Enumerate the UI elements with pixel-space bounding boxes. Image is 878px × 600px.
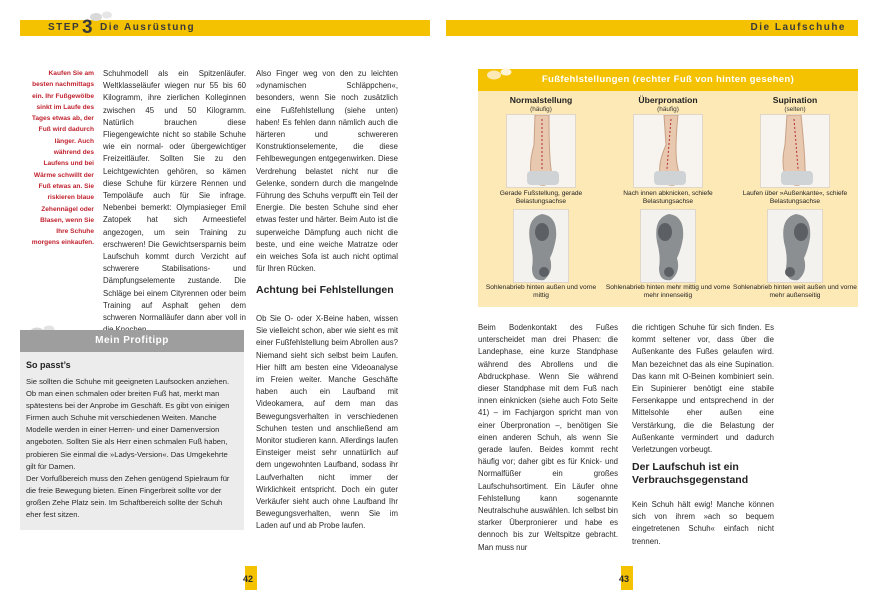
figure-column-title: Normalstellung (509, 95, 573, 105)
section-title: Die Laufschuhe (750, 22, 846, 33)
body-column-1: Schuhmodell als ein Spitzenläufer. Weltklasseläufer wiegen nur 55 bis 60 Kilogramm, ihre zierlichen Kolleginnen zwischen 45 und 50 Kilogramm. Natürlich brauchen diese Fliegengewichte nicht so stabile Schuhe wie ein normal- oder übergewichtiger Freizeitläufer. Sollten Sie zu den Leichtgewichten gehören, so kämen diese Schuhe für kürzere Rennen und Tempoläufe auch für Sie infrage. Nebenbei bemerkt: Olympiasieger Emil Zatopek hat sich Armeestiefel angezogen, um sein Training zu erschweren! Die Gewichtsersparnis beim Laufschuh kommt durch Verzicht auf schwerere Stabilisations- und Dämpfungselemente zustande. Die Schläge bei einem Cityrennen oder beim Training auf Asphalt gehen dem schweren Normalläufer dann aber voll in (103, 69, 246, 323)
page-number-left: 42 (243, 574, 254, 584)
figure-column-title: Überpronation (638, 95, 698, 105)
figure-column-subtitle: (selten) (784, 106, 806, 113)
fehlstellungen-figure (478, 69, 858, 307)
figure-column-supination (732, 95, 858, 113)
sole-photo-ueberpronation (640, 209, 696, 283)
body-fehlstellungen: Ob Sie O- oder X-Beine haben, wissen Sie vielleicht schon, aber wie sieht es mit einer Fußfehlstellung beim Abrollen aus? Niemand sieht sich selbst beim Laufen. Hier hilft am besten eine Videoanalyse im Freien weiter. Manche Geschäfte haben auch ein Laufband mit Videokamera, auf dem man das Bewegungsverhalten in verschiedenen Schuhen testen und anschließend am Monitor studieren kann. Allerdings laufen Einsteiger meist sehr unnatürlich auf dem ungewohnten Laufband, sodass ihr Laufverhalten nicht immer der Wirklichkeit entspricht. Doch ein guter Verkäufer sieht auch ohne Laufband Ihr Bewegungsverhalten, wenn Sie im Laden auf und ab Probe laufen. (256, 314, 398, 531)
figure-caption-bottom: Sohlenabrieb hinten weit außen und vorne mehr außenseitig (733, 284, 857, 300)
figure-caption-top: Gerade Fußstellung, gerade Belastungsachse (499, 190, 583, 206)
figure-caption-top: Nach innen abknicken, schiefe Belastungsachse (623, 190, 713, 206)
figure-caption-top: Laufen über »Außenkante«, schiefe Belastungsachse (742, 190, 848, 206)
figure-caption-bottom: Sohlenabrieb hinten außen und vorne mittig (485, 284, 597, 300)
figure-column-normal (478, 95, 604, 113)
figure-title: Fußfehlstellungen (rechter Fuß von hinten gesehen) (541, 74, 795, 85)
step-number: 3 (82, 17, 93, 38)
figure-column-ueberpronation (605, 95, 731, 113)
profitipp-subtitle: So passt’s (26, 360, 71, 370)
sole-photo-normal (513, 209, 569, 283)
body-column-2: Also Finger weg von den zu leichten »dynamischen Schläppchen«, besonders, wenn Sie noch zusätzlich eine Fußfehlstellung (siehe unten) haben! Es fehlen dann nämlich auch die härteren und schwereren Konstruktionselemente, die diese Fehlbewegungen entgegenwirken. Diese Verdrehung belastet nicht nur die Gelenke, sondern durch die mangelnde Führung des Schuhs verpufft ein Teil der Energie. Die besten Schuhe sind eher etwas fester und härter. Beim Auto ist die superweiche Dämpfung auch nicht die beste, und eine weiche Matratze oder ein weiches Sofa ist auch nicht optimal für Ihren Rücken. (256, 69, 398, 274)
body-verbrauch: Kein Schuh hält ewig! Manche können sich von ihrem »ach so bequem eingetretenen Schuh« einfach nicht trennen. (632, 500, 774, 546)
foot-photo-supination (760, 114, 830, 188)
body-column-4: die richtigen Schuhe für sich finden. Es kommt seltener vor, dass über die Außenkante des Fußes gelaufen wird. Man bezeichnet das als eine Supination. Das kann mit O-Beinen kombiniert sein. Ein Supinierer benötigt eine stabile Fersenkappe und entsprechend in der Mittelsohle eher außen eine Verstärkung, die die Belastung der Außenkante vermindert und dadurch Verletzungen vorbeugt. (632, 323, 774, 455)
profitipp-box (20, 330, 244, 530)
foot-photo-ueberpronation (633, 114, 703, 188)
profitipp-text (26, 376, 238, 521)
chapter-title: Die Ausrüstung (100, 22, 196, 33)
step-label: STEP (48, 22, 81, 33)
sidebar-note: Kaufen Sie am besten nachmittags ein. Ihr Fußgewölbe sinkt im Laufe des Tages etwas ab, der Fuß wird dadurch länger. Auch während des Laufens und bei Wärme schwillt der Fuß etwas an. Sie riskieren blaue Zehennägel oder Blasen, wenn Sie Ihre Schuhe morgens einkaufen. (31, 70, 94, 247)
page-number-right: 43 (619, 574, 630, 584)
figure-column-title: Supination (772, 95, 818, 105)
body-column-3: Beim Bodenkontakt des Fußes unterscheidet man drei Phasen: die Landephase, eine kurze Standphase während des Abrollens und die Abdruckphase. Wenn Sie während dieser Standphase mit dem Fuß nach innen einknicken (siehe auch Foto Seite 41) – im Fachjargon spricht man von einer Überpronation –, benötigen Sie einen anderen Schuh, als wenn Sie gerade laufen. Beides kommt recht häufig vor; daher gibt es für Knick- und Normalfüßer ein großes Laufschuhsortiment. Ein Läufer ohne Fehlstellung kann sogenannte Neutralschuhe auswählen. Ich selbst bin starker Überpronierer und habe es dennoch bis zur Weltspitze gebracht. Man muss nur (478, 323, 618, 552)
profitipp-title: Mein Profitipp (95, 335, 169, 346)
profitipp-paragraph: Der Vorfußbereich muss den Zehen genügend Spielraum für die freie Bewegung bieten. Einen Fingerbreit sollte vor der großen Zehe Platz sein. Im Schaftbereich sollte der Schuh eher fest sitzen. (26, 473, 230, 520)
figure-column-subtitle: (häufig) (530, 106, 552, 113)
sole-photo-supination (767, 209, 823, 283)
foot-photo-normal (506, 114, 576, 188)
profitipp-paragraph: Sie sollten die Schuhe mit geeigneten Laufsocken anziehen. Ob man einen schmalen oder breiten Fuß hat, merkt man spätestens bei der Anprobe im Geschäft. Es gibt von einigen Firmen auch Schuhe mit verschiedenen Weiten. Manche Modelle werden in einer Herren- und einer Damenversion angeboten. Sollten Sie als Herr einen schmalen Fuß haben, probieren Sie einmal die »Ladys-Version«. Das Umgekehrte gilt für Damen. (26, 377, 230, 471)
heading-fehlstellungen: Achtung bei Fehlstellungen (256, 284, 394, 296)
figure-column-subtitle: (häufig) (657, 106, 679, 113)
heading-verbrauch: Der Laufschuh ist ein Verbrauchsgegenstand (632, 461, 749, 486)
figure-caption-bottom: Sohlenabrieb hinten mehr mittig und vorne mehr innenseitig (605, 284, 731, 300)
footprint-icon (484, 66, 514, 82)
